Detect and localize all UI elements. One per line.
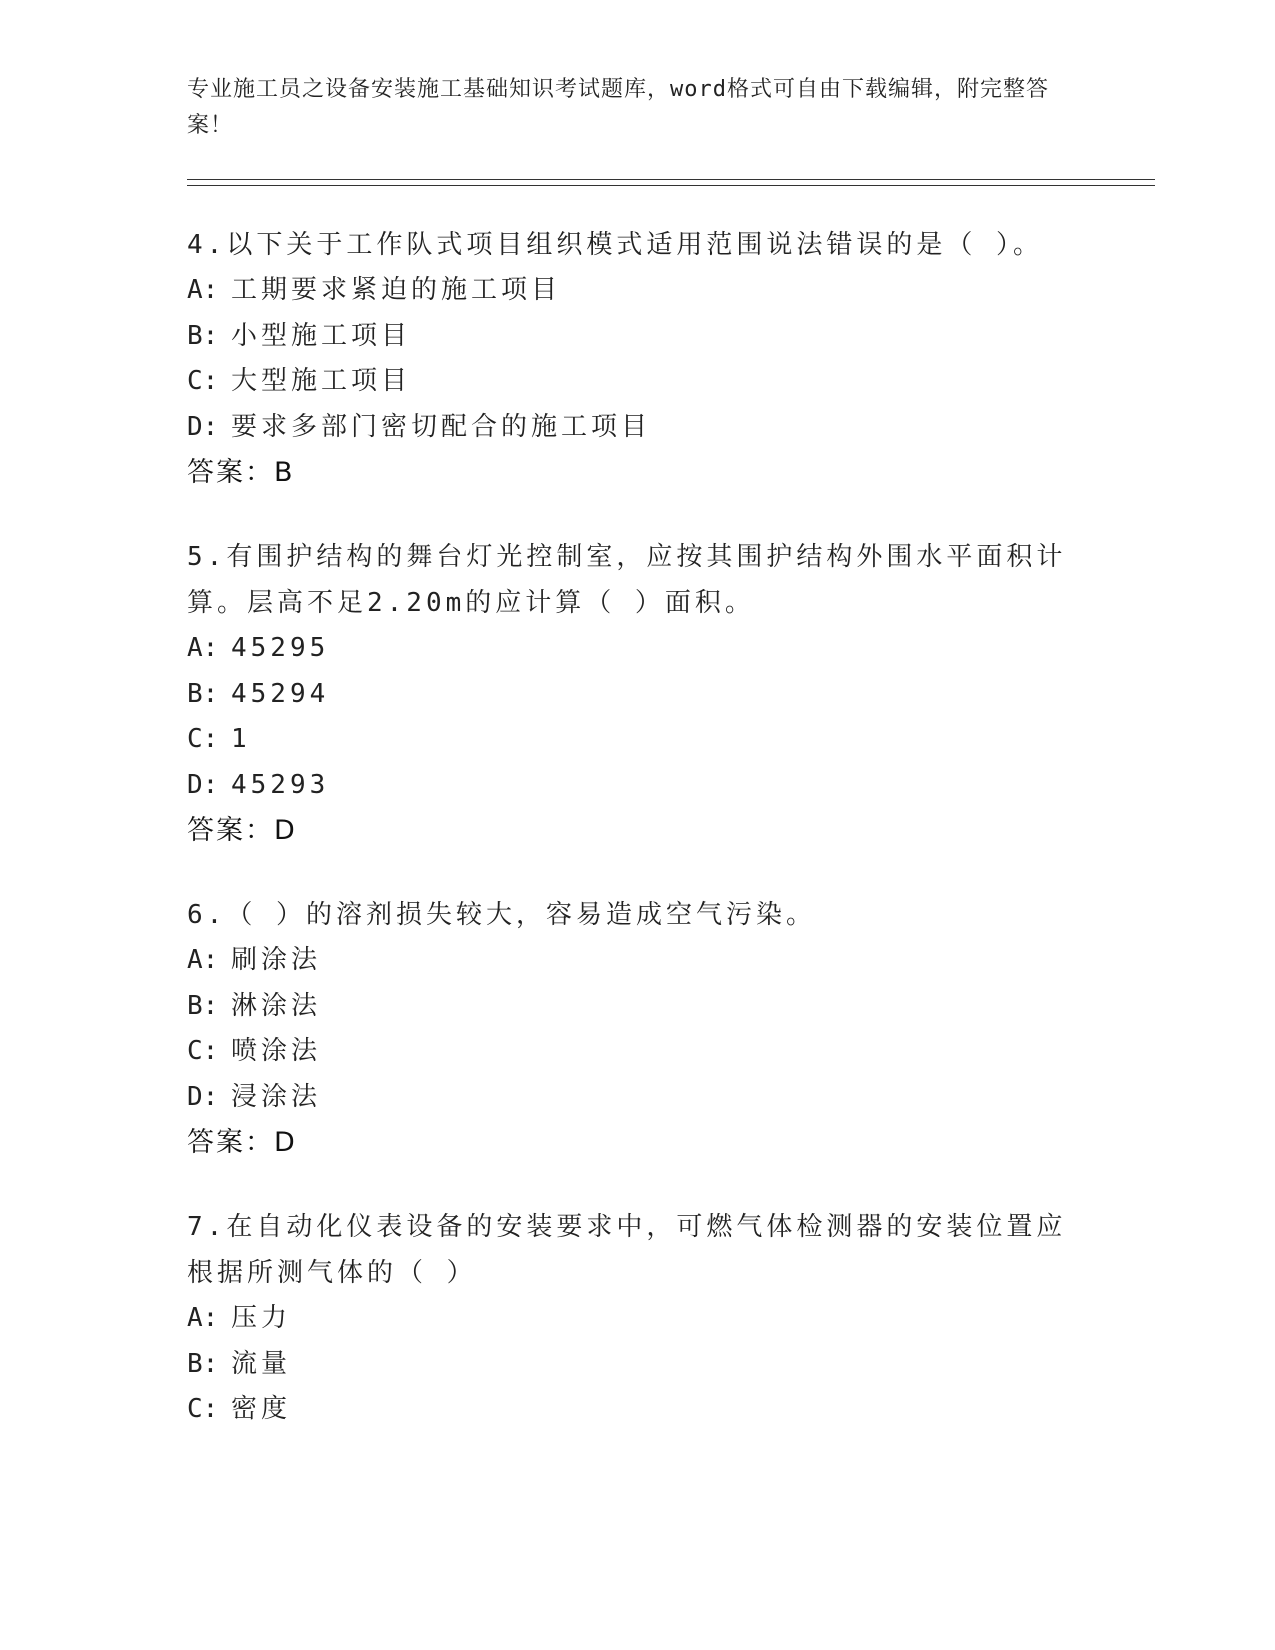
option-letter: C: bbox=[187, 1036, 219, 1066]
option-letter: C: bbox=[187, 366, 219, 396]
question-number: 4. bbox=[187, 230, 227, 260]
question-text bbox=[187, 892, 1087, 938]
question-6 bbox=[187, 892, 1087, 1166]
option-b bbox=[187, 1342, 1087, 1388]
option-a bbox=[187, 1296, 1087, 1342]
document-header: 专业施工员之设备安装施工基础知识考试题库，word格式可自由下载编辑，附完整答案！ bbox=[187, 77, 1049, 138]
option-c bbox=[187, 1029, 1087, 1075]
option-letter: D: bbox=[187, 1081, 219, 1112]
question-4 bbox=[187, 222, 1087, 496]
option-a bbox=[187, 938, 1087, 984]
option-c bbox=[187, 1387, 1087, 1433]
option-a bbox=[187, 268, 1087, 314]
question-text bbox=[187, 1204, 1087, 1296]
option-letter: A: bbox=[187, 945, 219, 975]
option-letter: B: bbox=[187, 678, 219, 709]
option-text: 工期要求紧迫的施工项目 bbox=[231, 275, 562, 305]
option-text: 浸涂法 bbox=[231, 1081, 322, 1112]
question-stem: 以下关于工作队式项目组织模式适用范围说法错误的是（ ）。 bbox=[226, 230, 1043, 260]
option-b bbox=[187, 984, 1087, 1030]
answer-label: 答案： bbox=[187, 815, 274, 846]
option-text: 密度 bbox=[231, 1394, 292, 1424]
answer-line bbox=[187, 1120, 1087, 1166]
question-text bbox=[187, 534, 1087, 626]
option-text: 淋涂法 bbox=[231, 990, 322, 1021]
answer-value: D bbox=[274, 1127, 297, 1158]
option-d bbox=[187, 1075, 1087, 1121]
question-number: 6. bbox=[187, 900, 227, 930]
option-letter: B: bbox=[187, 990, 219, 1021]
option-b bbox=[187, 672, 1087, 718]
option-text: 45295 bbox=[231, 633, 330, 663]
question-number: 5. bbox=[187, 542, 227, 572]
answer-line bbox=[187, 450, 1087, 496]
option-text: 45294 bbox=[231, 678, 330, 709]
answer-line bbox=[187, 808, 1087, 854]
option-d bbox=[187, 405, 1087, 451]
option-letter: B: bbox=[187, 320, 219, 351]
option-letter: A: bbox=[187, 1303, 219, 1333]
question-7 bbox=[187, 1204, 1087, 1433]
option-text: 45293 bbox=[231, 769, 330, 800]
option-c bbox=[187, 359, 1087, 405]
question-stem: 在自动化仪表设备的安装要求中，可燃气体检测器的安装位置应根据所测气体的（ ） bbox=[187, 1212, 1067, 1288]
option-d bbox=[187, 763, 1087, 809]
answer-label: 答案： bbox=[187, 457, 274, 488]
option-text: 小型施工项目 bbox=[231, 320, 412, 351]
option-text: 流量 bbox=[231, 1348, 292, 1379]
option-letter: C: bbox=[187, 724, 219, 754]
option-letter: A: bbox=[187, 275, 219, 305]
question-number: 7. bbox=[187, 1212, 227, 1242]
option-text: 大型施工项目 bbox=[231, 366, 412, 396]
option-text: 喷涂法 bbox=[231, 1036, 322, 1066]
option-letter: C: bbox=[187, 1394, 219, 1424]
question-text bbox=[187, 222, 1087, 268]
question-list bbox=[187, 222, 1087, 1471]
option-text: 要求多部门密切配合的施工项目 bbox=[231, 411, 652, 442]
answer-value: B bbox=[274, 457, 295, 488]
option-text: 1 bbox=[231, 724, 251, 754]
question-stem: 有围护结构的舞台灯光控制室，应按其围护结构外围水平面积计算。层高不足2.20m的应计算（ ）面积。 bbox=[187, 542, 1067, 618]
question-5 bbox=[187, 534, 1087, 854]
option-letter: D: bbox=[187, 769, 219, 800]
header-double-rule bbox=[187, 179, 1155, 186]
answer-label: 答案： bbox=[187, 1127, 274, 1158]
option-text: 刷涂法 bbox=[231, 945, 322, 975]
option-letter: B: bbox=[187, 1348, 219, 1379]
option-text: 压力 bbox=[231, 1303, 292, 1333]
option-letter: D: bbox=[187, 411, 219, 442]
question-stem: （ ）的溶剂损失较大，容易造成空气污染。 bbox=[226, 900, 816, 930]
answer-value: D bbox=[274, 815, 297, 846]
option-c bbox=[187, 717, 1087, 763]
option-a bbox=[187, 626, 1087, 672]
option-b bbox=[187, 314, 1087, 360]
option-letter: A: bbox=[187, 633, 219, 663]
